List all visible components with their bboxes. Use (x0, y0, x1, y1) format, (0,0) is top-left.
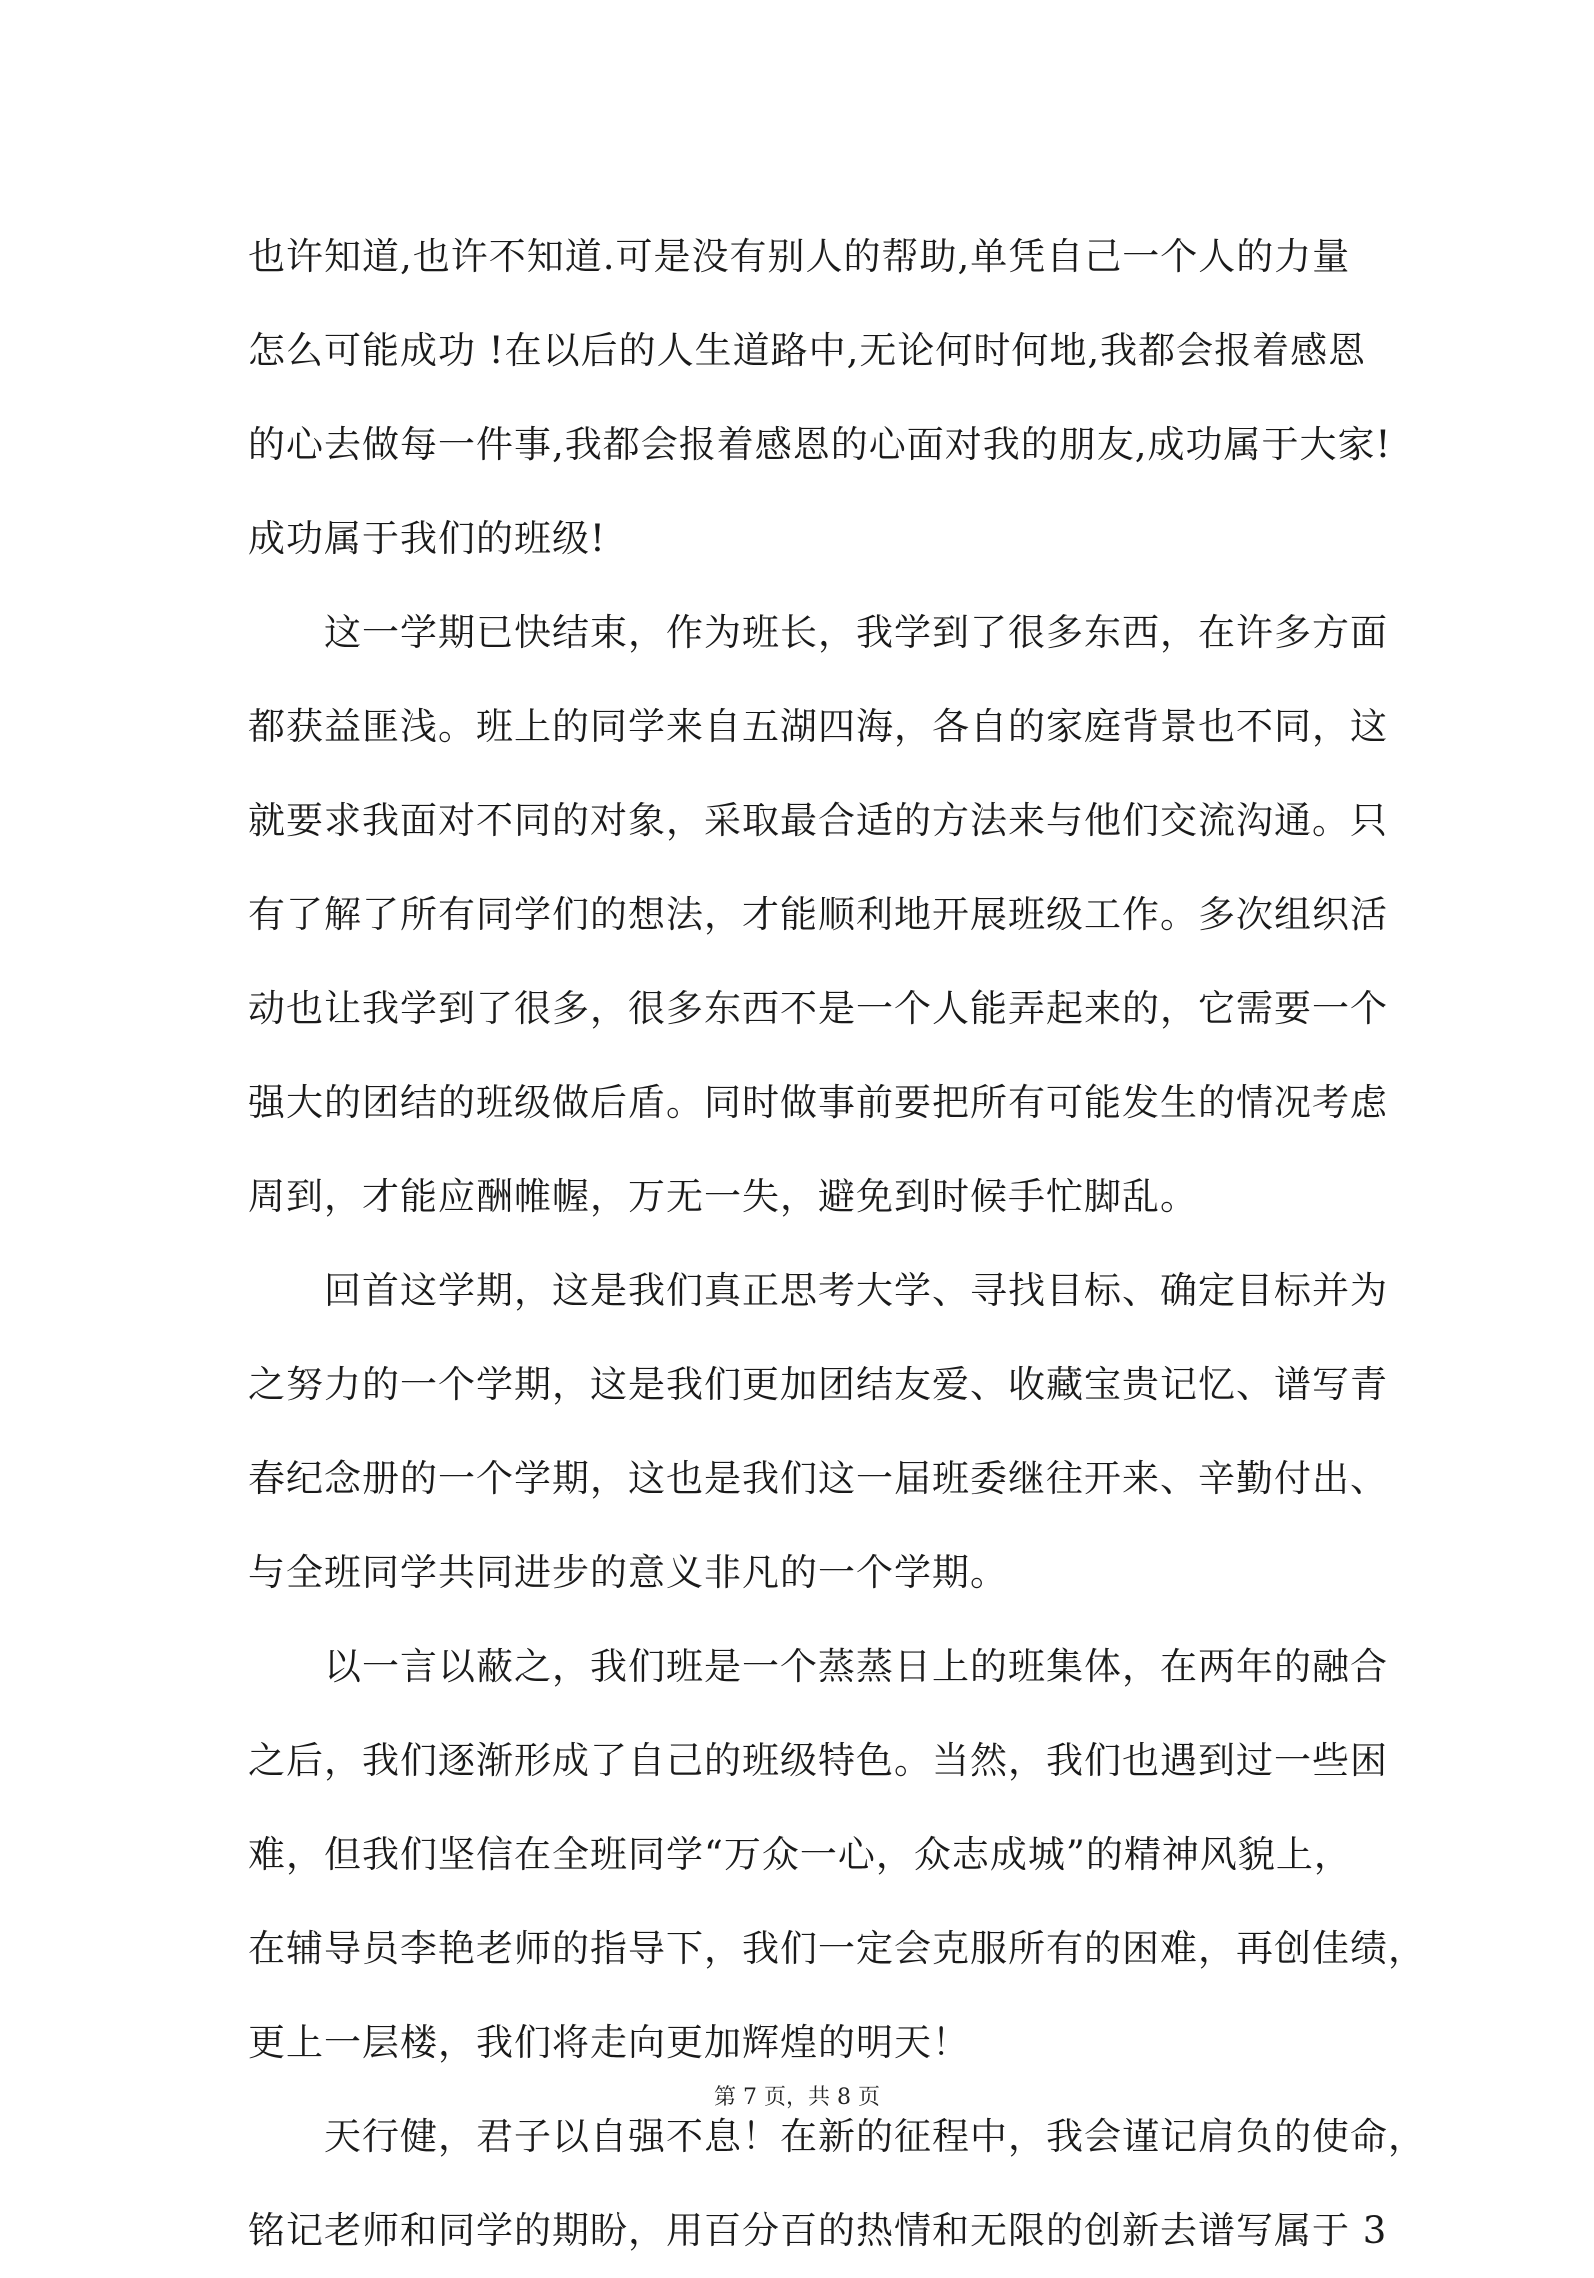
paragraph-first-line: 以一言以蔽之，我们班是一个蒸蒸日上的班集体，在两年的融合 (324, 1645, 1388, 1688)
text-line: 春纪念册的一个学期，这也是我们这一届班委继往开来、辛勤付出、 (248, 1457, 1388, 1500)
text-line: 也许知道,也许不知道.可是没有别人的帮助,单凭自己一个人的力量 (248, 235, 1351, 278)
text-line: 更上一层楼，我们将走向更加辉煌的明天！ (248, 2021, 970, 2064)
text-line: 成功属于我们的班级! (248, 517, 606, 560)
text-line: 铭记老师和同学的期盼，用百分百的热情和无限的创新去谱写属于 3 (248, 2209, 1388, 2252)
text-line: 在辅导员李艳老师的指导下，我们一定会克服所有的困难，再创佳绩， (248, 1927, 1426, 1970)
text-line: 之后，我们逐渐形成了自己的班级特色。当然，我们也遇到过一些困 (248, 1739, 1388, 1782)
text-line: 的心去做每一件事,我都会报着感恩的心面对我的朋友,成功属于大家! (248, 423, 1392, 466)
text-line: 怎么可能成功 !在以后的人生道路中,无论何时何地,我都会报着感恩 (248, 329, 1367, 372)
text-line: 之努力的一个学期，这是我们更加团结友爱、收藏宝贵记忆、谱写青 (248, 1363, 1388, 1406)
text-line: 就要求我面对不同的对象，采取最合适的方法来与他们交流沟通。只 (248, 799, 1388, 842)
text-line: 与全班同学共同进步的意义非凡的一个学期。 (248, 1551, 1008, 1594)
text-line: 难，但我们坚信在全班同学“万众一心，众志成城”的精神风貌上， (248, 1833, 1352, 1876)
text-line: 有了解了所有同学们的想法，才能顺利地开展班级工作。多次组织活 (248, 893, 1388, 936)
text-line: 都获益匪浅。班上的同学来自五湖四海，各自的家庭背景也不同，这 (248, 705, 1388, 748)
document-body (248, 210, 1426, 2278)
paragraph-first-line: 天行健，君子以自强不息！在新的征程中，我会谨记肩负的使命， (324, 2115, 1426, 2158)
text-line: 动也让我学到了很多，很多东西不是一个人能弄起来的，它需要一个 (248, 987, 1388, 1030)
paragraph-first-line: 这一学期已快结束，作为班长，我学到了很多东西，在许多方面 (324, 611, 1388, 654)
text-line: 周到，才能应酬帷幄，万无一失，避免到时候手忙脚乱。 (248, 1175, 1198, 1218)
page-number-footer: 第 7 页，共 8 页 (714, 2085, 880, 2110)
paragraph-first-line: 回首这学期，这是我们真正思考大学、寻找目标、确定目标并为 (324, 1269, 1388, 1312)
text-line: 强大的团结的班级做后盾。同时做事前要把所有可能发生的情况考虑 (248, 1081, 1388, 1124)
